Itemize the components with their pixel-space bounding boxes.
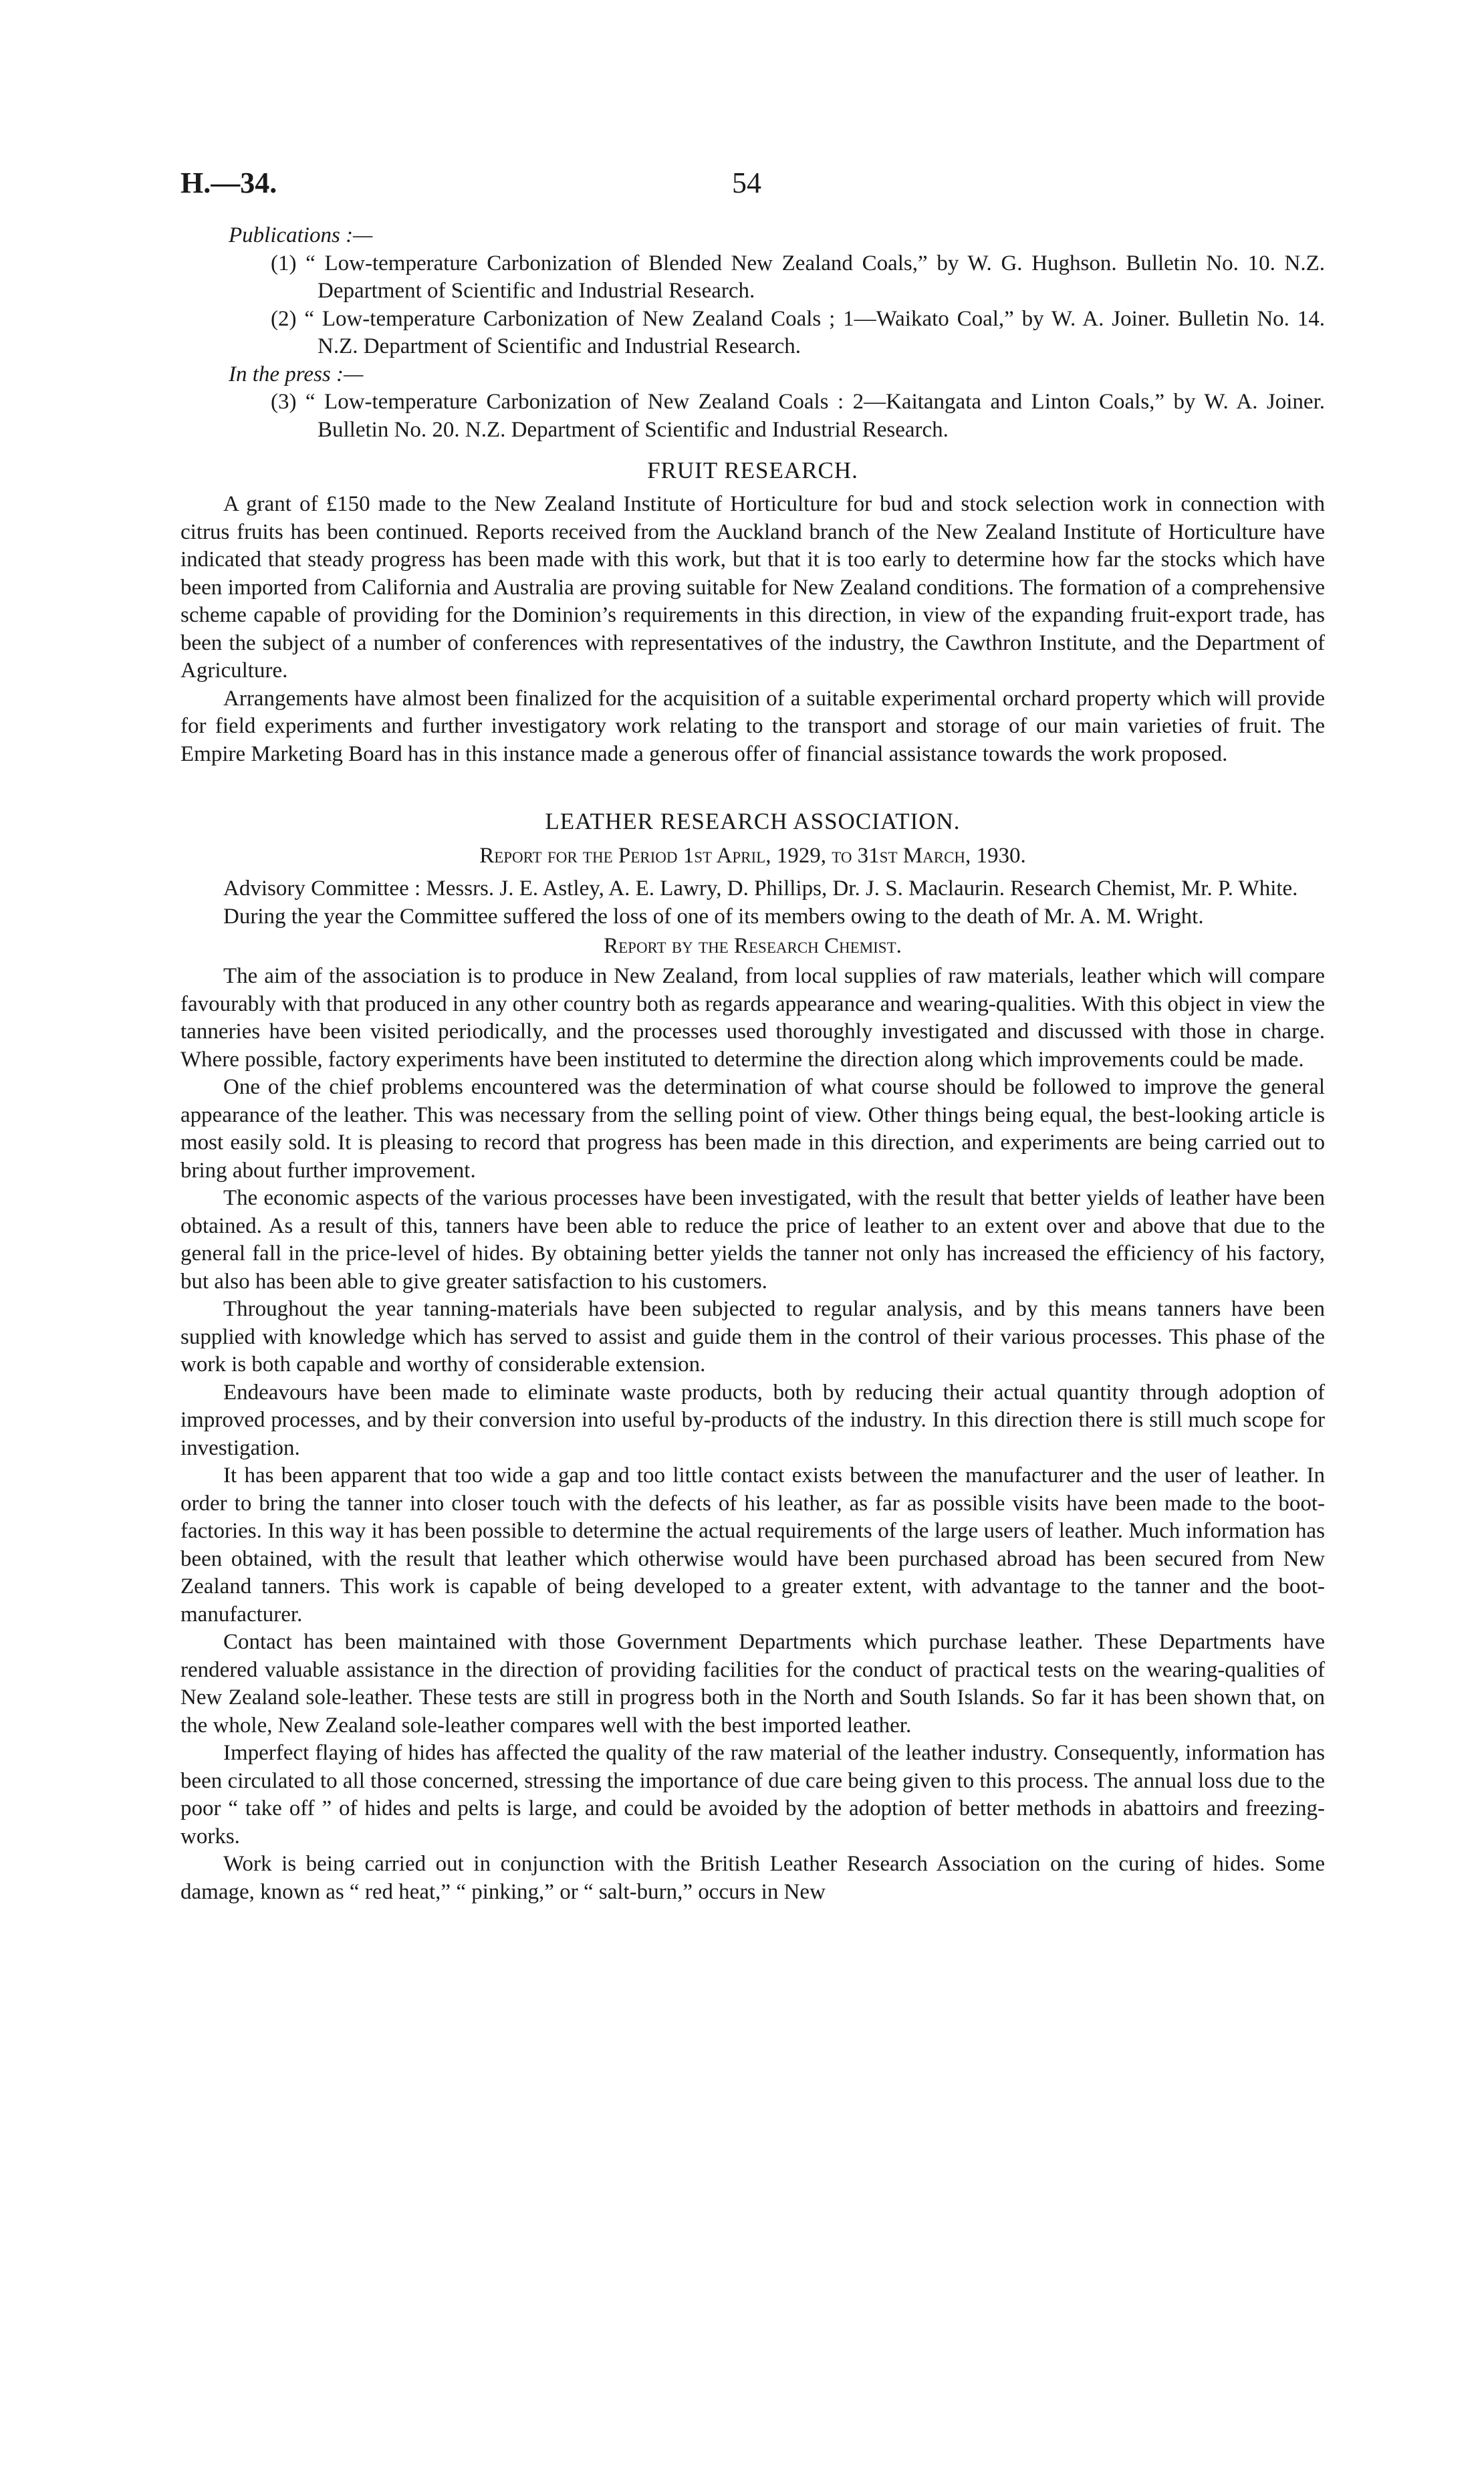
paragraph: Imperfect flaying of hides has affected the quality of the raw material of the leather industry. Consequently, information has been circulated to all those concerned, stressing the importance of due care being given to this process. The annual loss due to the poor “ take off ” of hides and pelts is large, and could be avoided by the adoption of better methods in abattoirs and freezing-works. bbox=[180, 1741, 1325, 1849]
paragraph: Contact has been maintained with those Government Departments which purchase leather. These Departments have rendered valuable assistance in the direction of providing facilities for the conduct of practical tests on the wearing-qualities of New Zealand sole-leather. These tests are still in progress both in the North and South Islands. So far it has been shown that, on the whole, New Zealand sole-leather compares well with the best imported leather. bbox=[180, 1630, 1325, 1738]
publication-item: (3) “ Low-temperature Carbonization of New Zealand Coals : 2—Kaitangata and Linton Coals,” by W. A. Joiner. Bulletin No. 20. N.Z. Department of Scientific and Industrial Research. bbox=[271, 390, 1325, 442]
publications-label: Publications :— bbox=[229, 223, 373, 247]
section-spacer bbox=[180, 768, 1325, 795]
leather-research-heading: LEATHER RESEARCH ASSOCIATION. bbox=[545, 808, 961, 834]
paragraph: The aim of the association is to produce in New Zealand, from local supplies of raw materials, leather which will compare favourably with that produced in any other country both as regards appearance and wearing-qualities. With this object in view the tanneries have been visited periodically, and the processes used thoroughly investigated and discussed with those in charge. Where possible, factory experiments have been instituted to determine the direction along which improvements could be made. bbox=[180, 964, 1325, 1072]
paragraph: The economic aspects of the various processes have been investigated, with the result that better yields of leather have been obtained. As a result of this, tanners have been able to reduce the price of leather to an extent over and above that due to the general fall in the price-level of hides. By obtaining better yields the tanner not only has increased the efficiency of his factory, but also has been able to give greater satisfaction to his customers. bbox=[180, 1186, 1325, 1294]
paragraph: It has been apparent that too wide a gap and too little contact exists between the manufacturer and the user of leather. In order to bring the tanner into closer touch with the defects of his leather, as far as possible visits have been made to the boot-factories. In this way it has been possible to determine the actual requirements of the large users of leather. Much information has been obtained, with the result that leather which otherwise would have been purchased abroad has been secured from New Zealand tanners. This work is capable of being developed to a greater extent, with advantage to the tanner and the boot-manufacturer. bbox=[180, 1463, 1325, 1627]
paragraph: One of the chief problems encountered was the determination of what course should be followed to improve the general appearance of the leather. This was necessary from the selling point of view. Other things being equal, the best-looking article is most easily sold. It is pleasing to record that progress has been made in this direction, and experiments are being carried out to bring about further improvement. bbox=[180, 1075, 1325, 1183]
paragraph: Throughout the year tanning-materials have been subjected to regular analysis, and by this means tanners have been supplied with knowledge which has served to assist and guide them in the control of their various processes. This phase of the work is both capable and worthy of considerable extension. bbox=[180, 1297, 1325, 1377]
in-press-label: In the press :— bbox=[229, 362, 364, 386]
paragraph: Work is being carried out in conjunction with the British Leather Research Association on the curing of hides. Some damage, known as “ red heat,” “ pinking,” or “ salt-burn,” occurs in New bbox=[180, 1852, 1325, 1904]
paragraph: Arrangements have almost been finalized for the acquisition of a suitable experimental orchard property which will provide for field experiments and further investigatory work relating to the transport and storage of our main varieties of fruit. The Empire Marketing Board has in this instance made a generous offer of financial assistance towards the work proposed. bbox=[180, 686, 1325, 766]
paragraph: Advisory Committee : Messrs. J. E. Astley, A. E. Lawry, D. Phillips, Dr. J. S. Maclaurin. Research Chemist, Mr. P. White. bbox=[223, 876, 1298, 901]
document-reference: H.—34. bbox=[180, 166, 277, 199]
fruit-research-heading: FRUIT RESEARCH. bbox=[647, 457, 858, 483]
publication-item: (2) “ Low-temperature Carbonization of New Zealand Coals ; 1—Waikato Coal,” by W. A. Joiner. Bulletin No. 14. N.Z. Department of Scientific and Industrial Research. bbox=[271, 306, 1325, 358]
page-number: 54 bbox=[732, 166, 761, 199]
research-chemist-heading: Report by the Research Chemist. bbox=[604, 934, 902, 958]
paragraph: A grant of £150 made to the New Zealand Institute of Horticulture for bud and stock selection work in connection with citrus fruits has been continued. Reports received from the Auckland branch of the New Zealand Institute of Horticulture have indicated that steady progress has been made with this work, but that it is too early to determine how far the stocks which have been imported from California and Australia are proving suitable for New Zealand conditions. The formation of a comprehensive scheme capable of providing for the Dominion’s requirements in this direction, in view of the expanding fruit-export trade, has been the subject of a number of conferences with representatives of the industry, the Cawthron Institute, and the Department of Agriculture. bbox=[180, 492, 1325, 683]
publication-item: (1) “ Low-temperature Carbonization of Blended New Zealand Coals,” by W. G. Hughson. Bulletin No. 10. N.Z. Department of Scientific and Industrial Research. bbox=[271, 251, 1325, 303]
report-period-heading: Report for the Period 1st April, 1929, to 31st March, 1930. bbox=[479, 844, 1026, 868]
document-page bbox=[180, 0, 1325, 1904]
paragraph: Endeavours have been made to eliminate waste products, both by reducing their actual quantity through adoption of improved processes, and by their conversion into useful by-products of the industry. In this direction there is still much scope for investigation. bbox=[180, 1380, 1325, 1460]
paragraph: During the year the Committee suffered the loss of one of its members owing to the death of Mr. A. M. Wright. bbox=[223, 904, 1204, 929]
page-content bbox=[180, 222, 1325, 1906]
page-header bbox=[180, 0, 1325, 201]
